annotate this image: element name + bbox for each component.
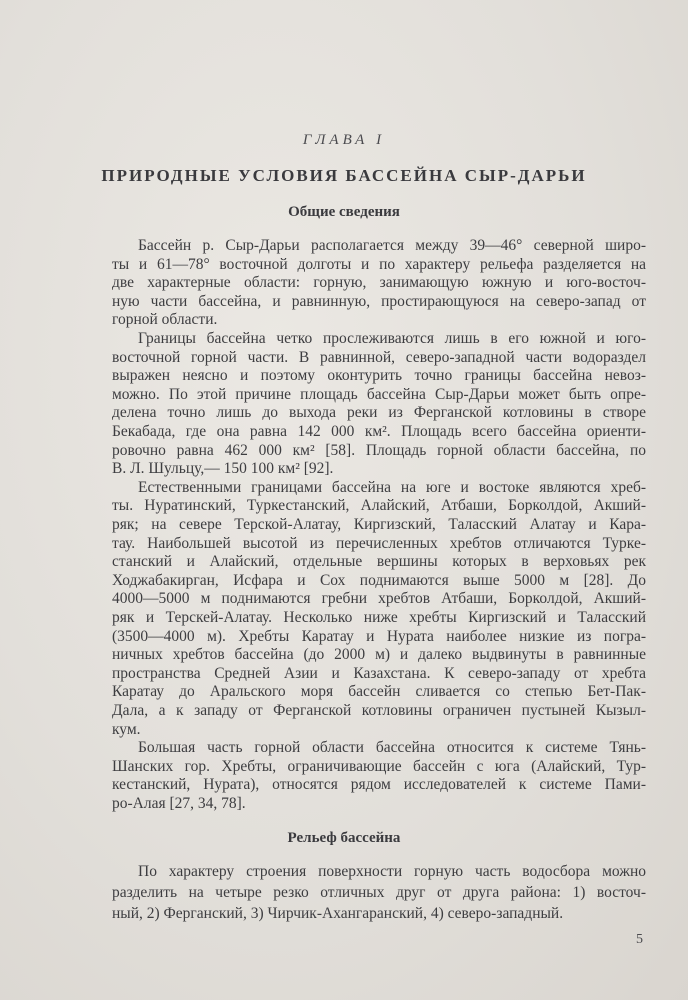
text-line: Естественными границами бассейна на юге и востоке являются хреб- [138,478,646,496]
text-line: Дала, а к западу от Ферганской котловины ограничен пустыней Кызыл- [112,702,646,719]
text-line: В. Л. Шульцу,— 150 100 км² [92]. [112,460,334,478]
text-line: разделить на четыре резко отличных друг от друга района: 1) восточ- [112,884,646,901]
text-line: пространства Средней Азии и Казахстана. К северо-западу от хребта [112,664,646,682]
text-line: тау. Наибольшей высотой из перечисленных хребтов отличаются Турке- [112,534,646,552]
text-line: кестанский, Нурата), относятся рядом исследователей к системе Пами- [112,776,646,794]
text-line: 4000—5000 м поднимаются гребни хребтов Атбаши, Борколдой, Акший- [112,590,646,608]
text-line: ный, 2) Ферганский, 3) Чирчик-Ахангаранский, 4) северо-западный. [112,905,564,922]
text-line: Бассейн р. Сыр-Дарьи располагается между 39—46° северной широ- [138,237,646,254]
text-line: ровочно равна 462 000 км² [58]. Площадь горной области бассейна, по [112,441,646,459]
text-line: Шанских гор. Хребты, ограничивающие бассейн с юга (Алайский, Тур- [112,757,646,775]
text-line: ро-Алая [27, 34, 78]. [112,795,246,812]
text-line: можно. По этой причине площадь бассейна Сыр-Дарьи может быть опре- [112,385,646,403]
chapter-title: ПРИРОДНЫЕ УСЛОВИЯ БАССЕЙНА СЫР-ДАРЬИ [101,166,587,185]
text-line: ную части бассейна, и равнинную, простирающуюся на северо-запад от [112,292,646,310]
text-line: делена точно лишь до выхода реки из Ферганской котловины в створе [112,404,646,422]
text-line: ты. Нуратинский, Туркестанский, Алайский, Атбаши, Борколдой, Акший- [112,497,646,515]
page-number: 5 [636,932,643,947]
section-title-general: Общие сведения [288,204,400,220]
text-line: Большая часть горной области бассейна относится к системе Тянь- [138,739,646,757]
text-line: ряк и Терскей-Алатау. Несколько ниже хребты Киргизский и Таласский [112,609,646,626]
chapter-label: ГЛАВА I [302,132,386,148]
text-line: (3500—4000 м). Хребты Каратау и Нурата наиболее низкие из погра- [112,627,646,645]
text-line: горной области. [112,311,218,329]
text-line: ничных хребтов бассейна (до 2000 м) и далеко выдвинуты в равнинные [112,646,646,664]
text-line: станский и Алайский, отдельные вершины которых в верховьях рек [112,553,646,571]
text-line: ты и 61—78° восточной долготы и по характеру рельефа разделяется на [112,255,646,273]
text-line: восточной горной части. В равнинной, северо-западной части водораздел [112,348,646,366]
text-line: Каратау до Аральского моря бассейн сливается со степью Бет-Пак- [112,683,646,701]
text-line: Ходжабакирган, Исфара и Сох поднимаются выше 5000 м [28]. До [112,571,646,589]
text-line: две характерные области: горную, занимающую южную и юго-восточ- [112,274,646,292]
text-line: кум. [112,720,141,738]
text-line: Бекабада, где она равна 142 000 км². Площадь всего бассейна ориенти- [112,423,646,440]
section-title-relief: Рельеф бассейна [287,830,401,846]
text-line: выражен неясно и поэтому оконтурить точно границы бассейна невоз- [112,367,646,385]
text-line: Границы бассейна четко прослеживаются лишь в его южной и юго- [138,330,646,347]
text-line: ряк; на севере Терской-Алатау, Киргизский, Таласский Алатау и Кара- [112,516,646,533]
text-line: По характеру строения поверхности горную часть водосбора можно [138,863,646,880]
